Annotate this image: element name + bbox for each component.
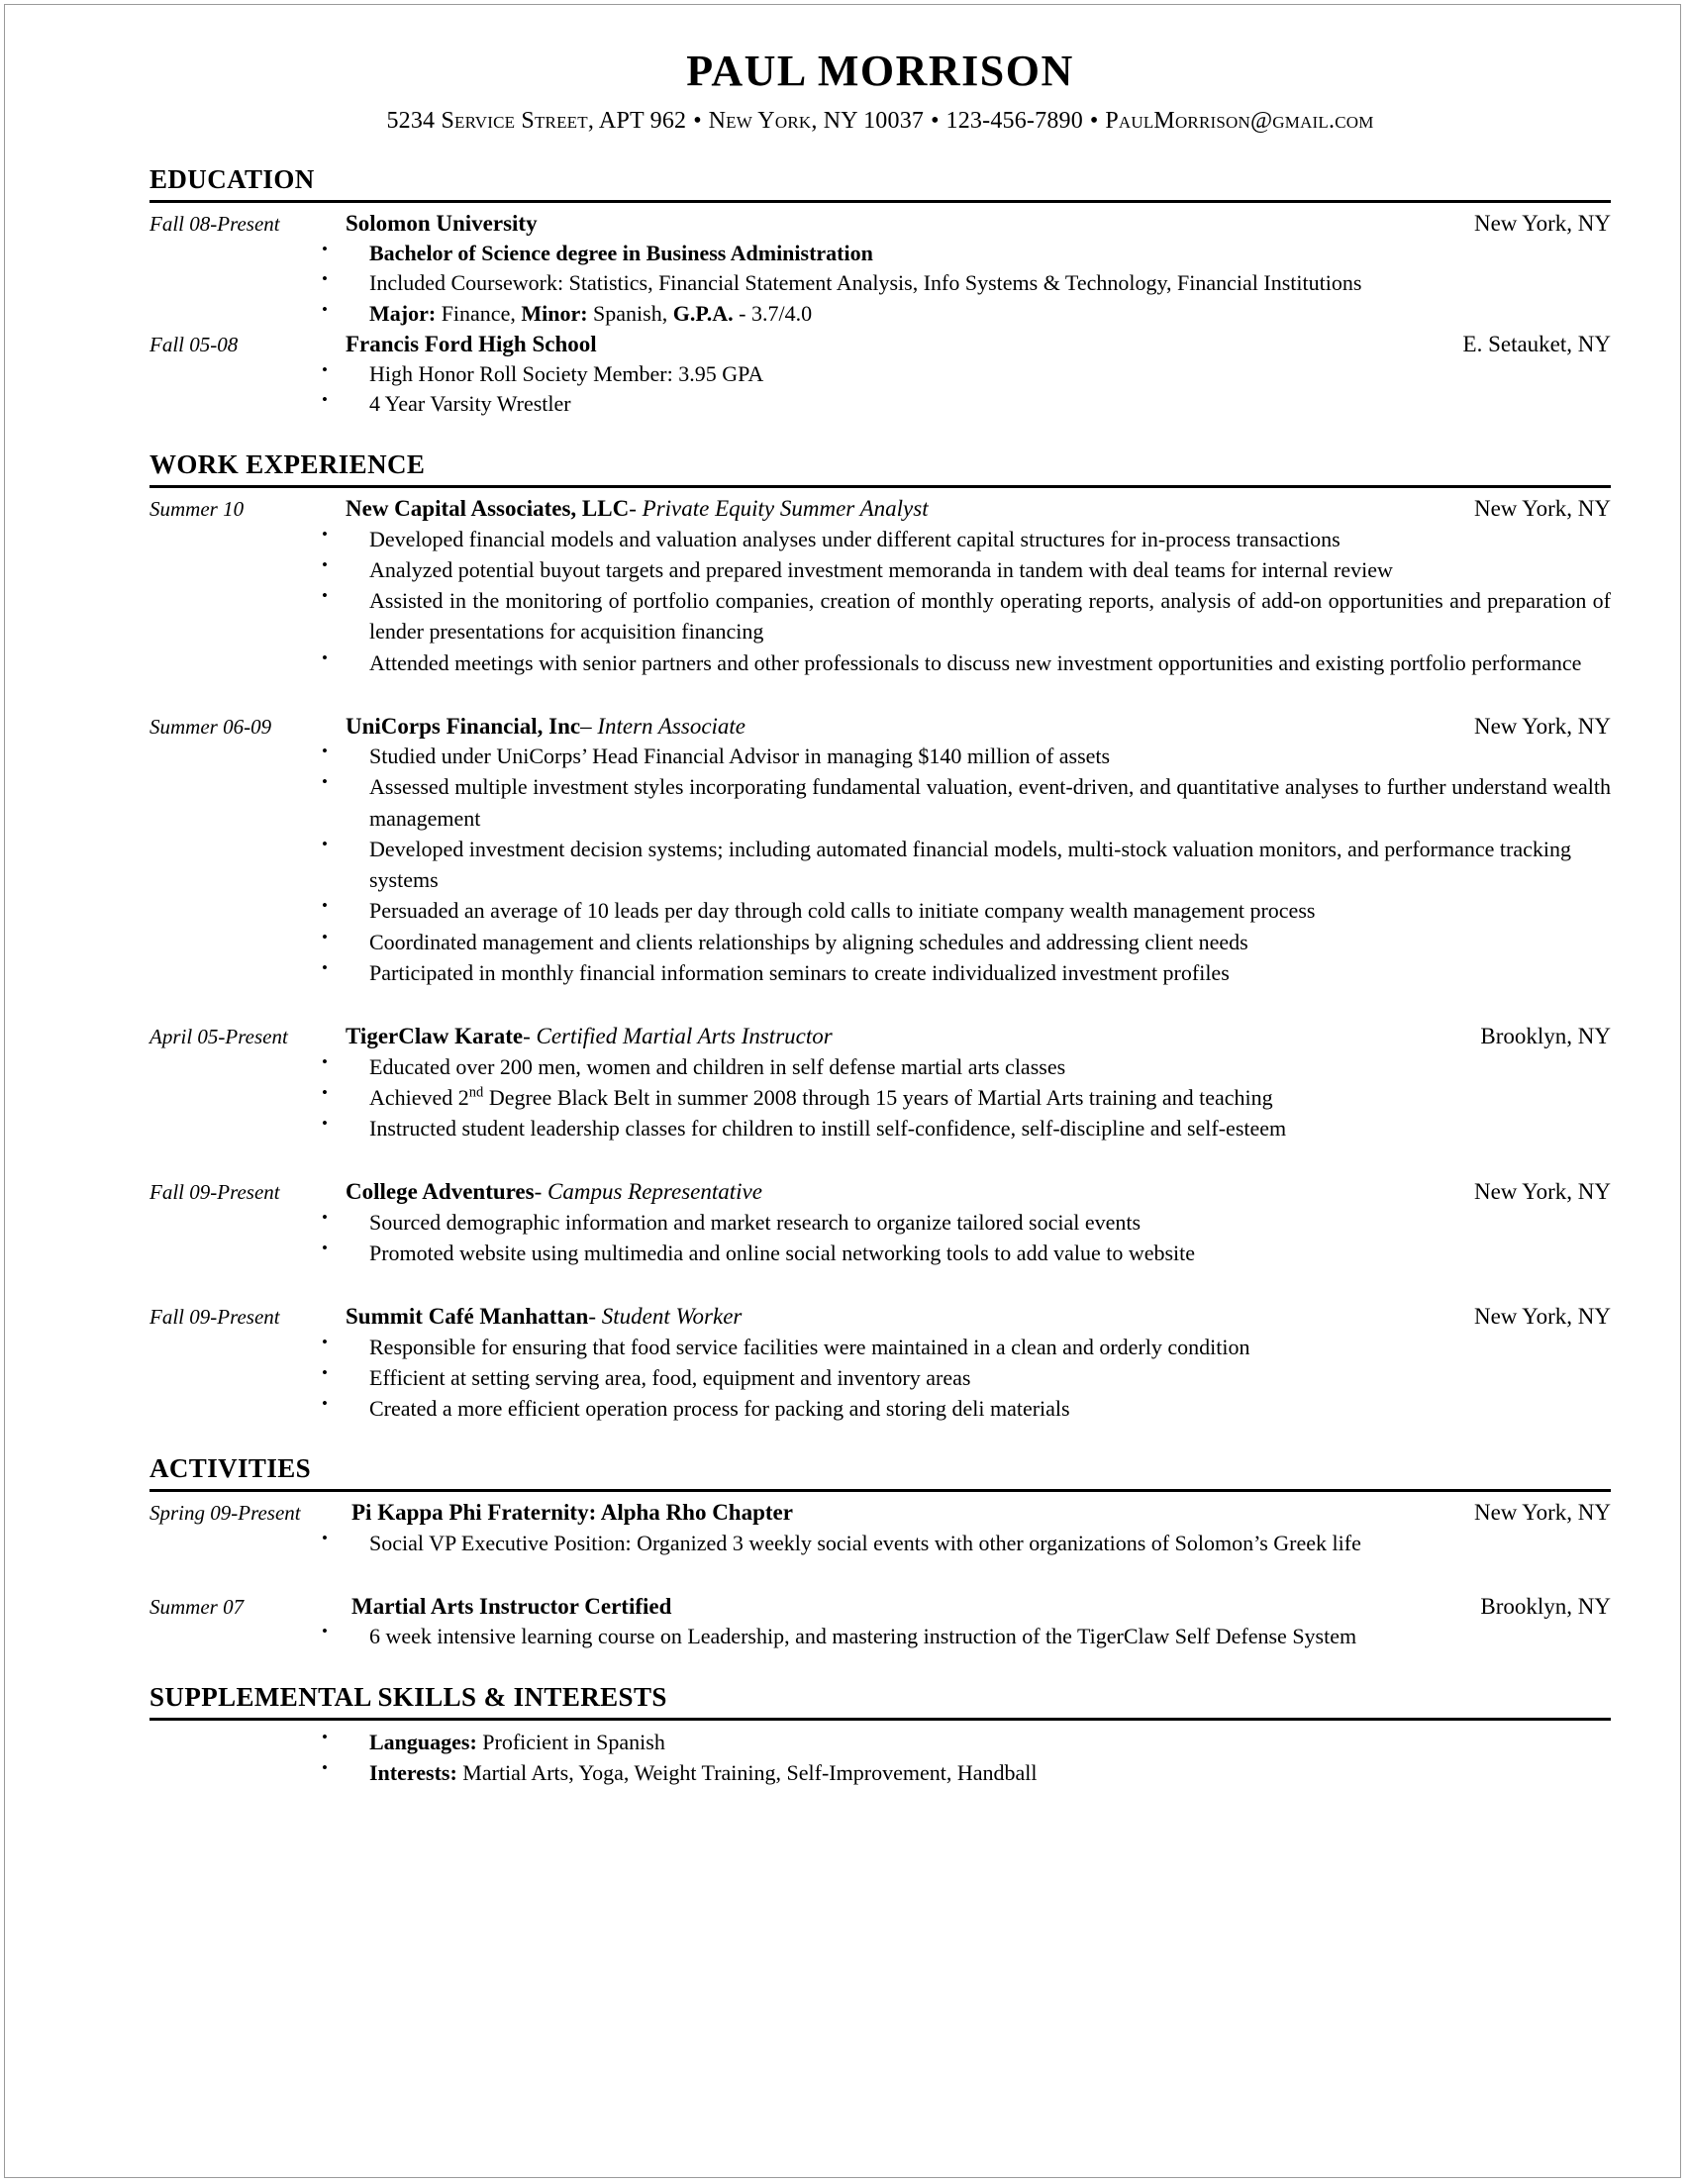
entry-organization: College Adventures <box>346 1179 535 1205</box>
section-rule-education <box>149 200 1611 203</box>
contact-separator-2: • <box>931 108 940 135</box>
entry-role: - Private Equity Summer Analyst <box>629 496 929 522</box>
section-heading-supplemental: SUPPLEMENTAL SKILLS & INTERESTS <box>149 1681 667 1712</box>
bullet-text: Bachelor of Science degree in Business Administration <box>369 240 873 265</box>
entry-date: Summer 07 <box>149 1594 245 1619</box>
entry-bullet-list <box>149 1332 1611 1425</box>
entry-bullet-list <box>149 524 1611 678</box>
list-item: • Sourced demographic information and market research to organize tailored social events <box>149 1207 1611 1238</box>
list-item: • Achieved 2nd Degree Black Belt in summer 2008 through 15 years of Martial Arts training and teaching <box>149 1082 1611 1113</box>
list-item: • Created a more efficient operation process for packing and storing deli materials <box>149 1393 1611 1424</box>
list-item <box>149 1757 1611 1788</box>
entry-header <box>149 494 1611 523</box>
entry-date: Fall 05-08 <box>149 333 239 357</box>
entry-organization: Summit Café Manhattan <box>346 1304 589 1330</box>
section-rule-supplemental <box>149 1718 1611 1721</box>
entry-title <box>346 1302 1474 1331</box>
work-entry <box>149 1302 1611 1424</box>
list-item: • Analyzed potential buyout targets and prepared investment memoranda in tandem with deal teams for internal review <box>149 554 1611 585</box>
contact-phone: 123-456-7890 <box>945 108 1083 135</box>
list-item: • Persuaded an average of 10 leads per day through cold calls to initiate company wealth management process <box>149 895 1611 926</box>
entry-date: Fall 09-Present <box>149 1305 280 1330</box>
entry-location: Brooklyn, NY <box>1480 1024 1611 1049</box>
list-item: • 6 week intensive learning course on Leadership, and mastering instruction of the TigerClaw Self Defense System <box>149 1621 1611 1651</box>
entry-date: Spring 09-Present <box>149 1501 301 1526</box>
entry-location: New York, NY <box>1473 1179 1611 1205</box>
entry-title <box>346 330 1463 358</box>
entry-header <box>149 330 1611 358</box>
entry-date: April 05-Present <box>149 1025 288 1049</box>
entry-date: Summer 10 <box>149 497 245 522</box>
entry-role: - Certified Martial Arts Instructor <box>523 1024 833 1049</box>
contact-email: PaulMorrison@gmail.com <box>1105 108 1374 135</box>
entry-location: New York, NY <box>1473 1304 1611 1330</box>
entry-location: E. Setauket, NY <box>1462 332 1611 357</box>
list-item: • Assessed multiple investment styles incorporating fundamental valuation, event-driven, and quantitative analyses to further understand wealth management <box>149 771 1611 833</box>
activity-entry <box>149 1498 1611 1558</box>
list-item: • Participated in monthly financial information seminars to create individualized investment profiles <box>149 957 1611 988</box>
entry-title <box>346 209 1474 238</box>
entry-role: - Campus Representative <box>534 1179 762 1205</box>
skill-value: Proficient in Spanish <box>476 1729 665 1754</box>
list-item: • Included Coursework: Statistics, Financial Statement Analysis, Info Systems & Technology, Financial Institutions <box>149 268 1611 299</box>
entry-date: Fall 09-Present <box>149 1180 280 1205</box>
entry-header <box>149 1302 1611 1331</box>
list-item: • Attended meetings with senior partners and other professionals to discuss new investment opportunities and existing portfolio performance <box>149 647 1611 678</box>
entry-organization: UniCorps Financial, Inc <box>346 713 581 739</box>
entry-organization: Pi Kappa Phi Fraternity: Alpha Rho Chapter <box>351 1500 793 1526</box>
entry-header <box>149 712 1611 741</box>
contact-separator-3: • <box>1089 108 1099 135</box>
entry-bullet-list <box>149 1051 1611 1144</box>
list-item: • Developed investment decision systems; including automated financial models, multi-stock valuation monitors, and performance tracking systems <box>149 834 1611 895</box>
entry-date: Summer 06-09 <box>149 714 272 739</box>
list-item: • Promoted website using multimedia and online social networking tools to add value to website <box>149 1238 1611 1268</box>
list-item <box>149 1727 1611 1757</box>
list-item <box>149 239 1611 269</box>
contact-city: New York, NY 10037 <box>708 108 925 135</box>
resume-page <box>4 4 1681 2178</box>
section-heading-education: EDUCATION <box>149 164 315 195</box>
page-title: PAUL MORRISON <box>686 47 1074 95</box>
skill-label: Interests: <box>369 1759 457 1785</box>
section-rule-activities <box>149 1489 1611 1492</box>
entry-header <box>149 209 1611 238</box>
list-item: • Assisted in the monitoring of portfolio companies, creation of monthly operating reports, analysis of add-on opportunities and preparation of lender presentations for acquisition financing <box>149 585 1611 646</box>
section-heading-work: WORK EXPERIENCE <box>149 449 426 480</box>
entry-title <box>346 1022 1480 1050</box>
entry-title <box>351 1498 1474 1527</box>
entry-bullet-list <box>149 239 1611 330</box>
contact-line <box>149 108 1611 135</box>
entry-location: New York, NY <box>1473 713 1611 739</box>
entry-date: Fall 08-Present <box>149 212 280 237</box>
entry-location: Brooklyn, NY <box>1480 1593 1611 1619</box>
list-item: • Instructed student leadership classes for children to instill self-confidence, self-discipline and self-esteem <box>149 1113 1611 1143</box>
ordinal-suffix: nd <box>468 1084 484 1101</box>
work-entry <box>149 1177 1611 1268</box>
entry-organization: Francis Ford High School <box>346 332 597 357</box>
entry-organization: New Capital Associates, LLC <box>346 496 630 522</box>
list-item: • High Honor Roll Society Member: 3.95 GPA <box>149 359 1611 390</box>
entry-location: New York, NY <box>1473 211 1611 237</box>
list-item: • Social VP Executive Position: Organized 3 weekly social events with other organizations of Solomon’s Greek life <box>149 1528 1611 1558</box>
list-item: • Responsible for ensuring that food service facilities were maintained in a clean and orderly condition <box>149 1332 1611 1362</box>
skill-value: Martial Arts, Yoga, Weight Training, Self-Improvement, Handball <box>456 1759 1038 1785</box>
entry-header <box>149 1592 1611 1621</box>
contact-separator-1: • <box>693 108 702 135</box>
entry-organization: Solomon University <box>346 211 538 237</box>
list-item: • Studied under UniCorps’ Head Financial Advisor in managing $140 million of assets <box>149 741 1611 771</box>
work-entry <box>149 1022 1611 1143</box>
entry-organization: Martial Arts Instructor Certified <box>351 1593 672 1619</box>
list-item: • Coordinated management and clients relationships by aligning schedules and addressing client needs <box>149 927 1611 957</box>
entry-title <box>346 494 1474 523</box>
entry-location: New York, NY <box>1473 496 1611 522</box>
entry-header <box>149 1177 1611 1206</box>
entry-title <box>346 1177 1474 1206</box>
education-entry <box>149 330 1611 420</box>
entry-title <box>351 1592 1480 1621</box>
entry-bullet-list <box>149 741 1611 988</box>
supplemental-list <box>149 1727 1611 1788</box>
skill-label: Languages: <box>369 1729 477 1754</box>
list-item: • 4 Year Varsity Wrestler <box>149 389 1611 420</box>
entry-role: - Student Worker <box>588 1304 743 1330</box>
section-heading-activities: ACTIVITIES <box>149 1453 312 1484</box>
entry-role: – Intern Associate <box>580 713 746 739</box>
entry-bullet-list <box>149 1207 1611 1268</box>
list-item: • Major: Finance, Minor: Spanish, G.P.A. - 3.7/4.0 <box>149 299 1611 330</box>
work-entry <box>149 712 1611 988</box>
entry-bullet-list <box>149 1621 1611 1651</box>
entry-location: New York, NY <box>1473 1500 1611 1526</box>
list-item: • Developed financial models and valuation analyses under different capital structures for in-process transactions <box>149 524 1611 554</box>
entry-title <box>346 712 1474 741</box>
resume-content <box>149 5 1611 1788</box>
activity-entry <box>149 1592 1611 1652</box>
entry-header <box>149 1022 1611 1050</box>
section-rule-work <box>149 485 1611 488</box>
education-entry <box>149 209 1611 330</box>
entry-header <box>149 1498 1611 1527</box>
entry-organization: TigerClaw Karate <box>346 1024 524 1049</box>
entry-bullet-list <box>149 1528 1611 1558</box>
list-item: • Efficient at setting serving area, food, equipment and inventory areas <box>149 1362 1611 1393</box>
work-entry <box>149 494 1611 678</box>
entry-bullet-list <box>149 359 1611 421</box>
list-item: • Educated over 200 men, women and children in self defense martial arts classes <box>149 1051 1611 1082</box>
contact-address: 5234 Service Street, APT 962 <box>386 108 687 135</box>
